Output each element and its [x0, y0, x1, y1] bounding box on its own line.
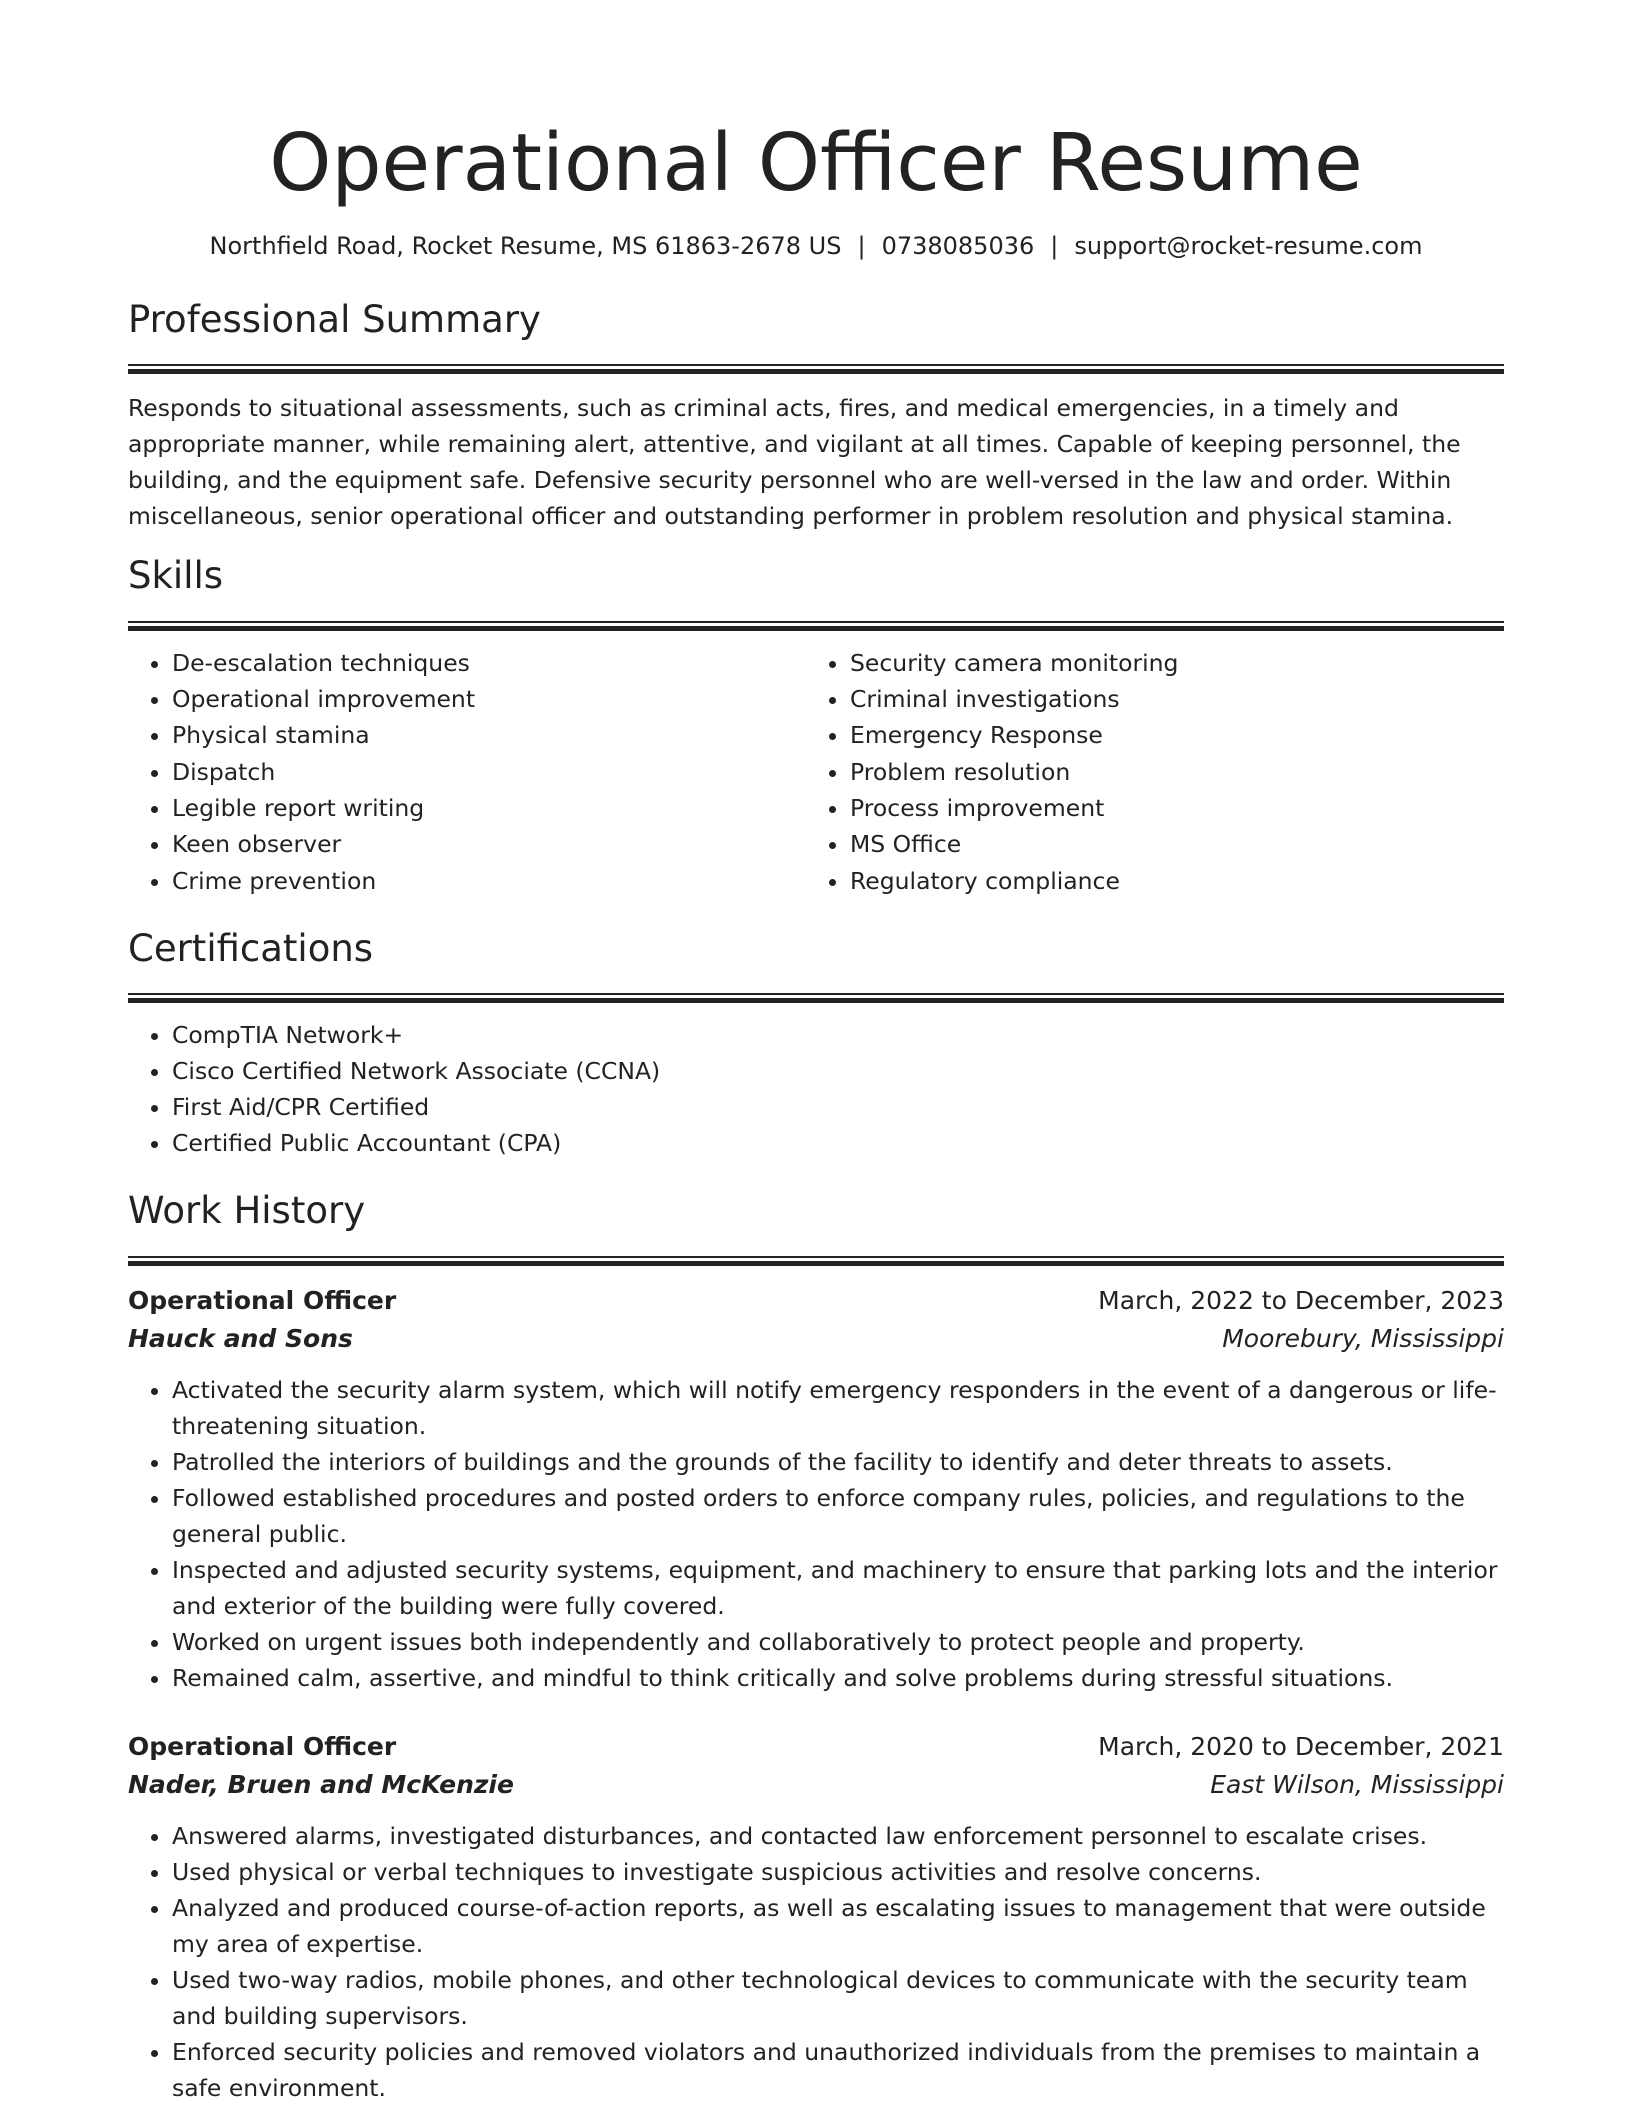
skill-item: • Dispatch [172, 754, 806, 790]
job-entry [128, 1282, 1504, 1696]
skill-item: • Criminal investigations [850, 681, 1484, 717]
section-divider [128, 621, 1504, 631]
skill-item: • Keen observer [172, 826, 806, 862]
skill-item: • Operational improvement [172, 681, 806, 717]
skill-item: • Regulatory compliance [850, 863, 1484, 899]
summary-heading: Professional Summary [128, 298, 541, 342]
skills-heading: Skills [128, 554, 224, 598]
section-divider [128, 1256, 1504, 1266]
job-entry [128, 1728, 1504, 2106]
job-title-row [128, 1728, 1504, 1766]
certification-item: • First Aid/CPR Certified [172, 1089, 1504, 1125]
job-title: Operational Officer [128, 1731, 397, 1761]
job-bullet: • Enforced security policies and removed violators and unauthorized individuals from the premises to maintain a safe environment. [172, 2034, 1504, 2106]
skill-item: • De-escalation techniques [172, 645, 806, 681]
certification-item: • Certified Public Accountant (CPA) [172, 1125, 1504, 1161]
certification-item: • Cisco Certified Network Associate (CCNA) [172, 1053, 1504, 1089]
summary-section [128, 298, 1504, 534]
skill-item: • MS Office [850, 826, 1484, 862]
job-bullet: • Used two-way radios, mobile phones, and other technological devices to communicate with the security team and building supervisors. [172, 1962, 1504, 2034]
skills-column-right [806, 645, 1484, 899]
job-bullet: • Used physical or verbal techniques to investigate suspicious activities and resolve concerns. [172, 1854, 1504, 1890]
contact-address: Northfield Road, Rocket Resume, MS 61863-2678 US [209, 231, 842, 260]
job-bullet: • Worked on urgent issues both independently and collaboratively to protect people and property. [172, 1624, 1504, 1660]
section-divider [128, 364, 1504, 374]
skill-item: • Security camera monitoring [850, 645, 1484, 681]
certifications-heading: Certifications [128, 926, 374, 970]
job-company-row [128, 1766, 1504, 1804]
job-location: Moorebury, Mississippi [1222, 1323, 1504, 1353]
skill-item: • Problem resolution [850, 754, 1484, 790]
job-bullets [128, 1818, 1504, 2106]
contact-separator: | [1050, 231, 1059, 260]
job-location: East Wilson, Mississippi [1210, 1769, 1504, 1799]
job-bullet: • Patrolled the interiors of buildings and the grounds of the facility to identify and deter threats to assets. [172, 1444, 1504, 1480]
work-history-section [128, 1189, 1504, 2105]
contact-separator: | [857, 231, 866, 260]
certification-item: • CompTIA Network+ [172, 1017, 1504, 1053]
certifications-list [128, 1017, 1504, 1161]
job-dates: March, 2020 to December, 2021 [1098, 1731, 1504, 1761]
skills-grid [128, 645, 1504, 899]
job-company: Hauck and Sons [128, 1323, 353, 1353]
contact-phone: 0738085036 [881, 231, 1035, 260]
job-bullet: • Answered alarms, investigated disturbances, and contacted law enforcement personnel to escalate crises. [172, 1818, 1504, 1854]
job-company: Nader, Bruen and McKenzie [128, 1769, 514, 1799]
job-bullet: • Analyzed and produced course-of-action reports, as well as escalating issues to management that were outside my area of expertise. [172, 1890, 1504, 1962]
work-history-heading: Work History [128, 1189, 366, 1233]
contact-email: support@rocket-resume.com [1074, 231, 1423, 260]
job-title: Operational Officer [128, 1285, 397, 1315]
skills-list-left [128, 645, 806, 899]
job-company-row [128, 1320, 1504, 1358]
job-bullet: • Activated the security alarm system, which will notify emergency responders in the event of a dangerous or life-threatening situation. [172, 1372, 1504, 1444]
skill-item: • Emergency Response [850, 717, 1484, 753]
skill-item: • Crime prevention [172, 863, 806, 899]
job-dates: March, 2022 to December, 2023 [1098, 1285, 1504, 1315]
job-bullets [128, 1372, 1504, 1696]
skill-item: • Process improvement [850, 790, 1484, 826]
summary-text: Responds to situational assessments, such as criminal acts, fires, and medical emergencies, in a timely and appropriate manner, while remaining alert, attentive, and vigilant at all times. Capable of keeping personnel, the building, and the equipment safe. Defensive security personnel who are well-versed in the law and order. Within miscellaneous, senior operational officer and outstanding performer in problem resolution and physical stamina. [128, 394, 1461, 531]
job-bullet: • Remained calm, assertive, and mindful to think critically and solve problems during stressful situations. [172, 1660, 1504, 1696]
section-divider [128, 993, 1504, 1003]
job-bullet: • Followed established procedures and posted orders to enforce company rules, policies, and regulations to the general public. [172, 1480, 1504, 1552]
skill-item: • Physical stamina [172, 717, 806, 753]
contact-line [128, 231, 1504, 262]
job-title-row [128, 1282, 1504, 1320]
skills-list-right [806, 645, 1484, 899]
skills-column-left [128, 645, 806, 899]
skills-section [128, 554, 1504, 898]
resume-title: Operational Officer Resume [269, 117, 1363, 209]
certifications-section [128, 927, 1504, 1161]
job-bullet: • Inspected and adjusted security systems, equipment, and machinery to ensure that parking lots and the interior and exterior of the building were fully covered. [172, 1552, 1504, 1624]
resume-page [128, 117, 1504, 2106]
skill-item: • Legible report writing [172, 790, 806, 826]
